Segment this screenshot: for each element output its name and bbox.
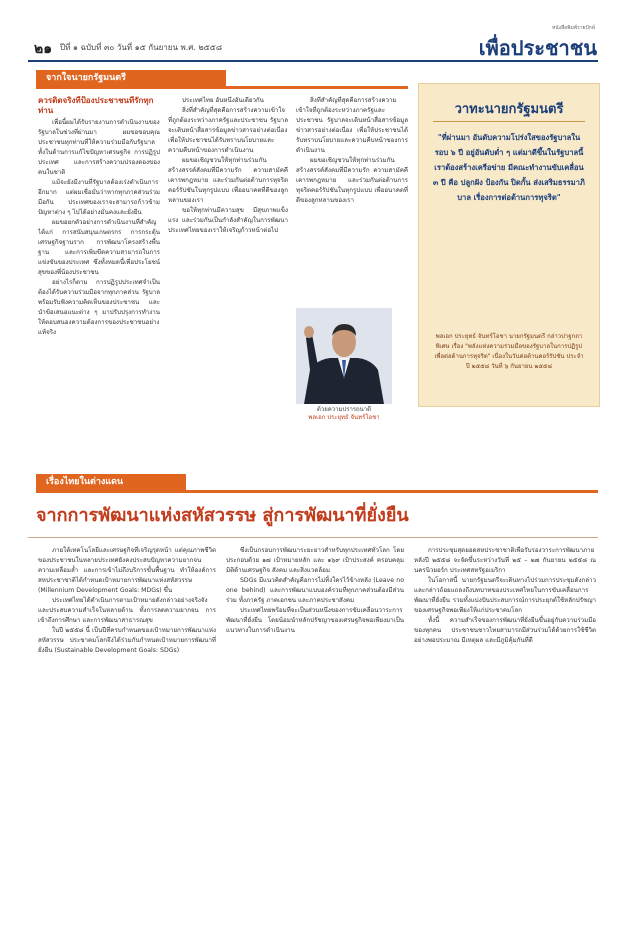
article-column-3 xyxy=(296,96,408,301)
article-column-2 xyxy=(226,546,404,896)
paragraph: ขอให้ทุกท่านมีความสุข มีสุขภาพแข็งแรง และร่วมกันเป็นกำลังสำคัญในการพัฒนาประเทศไทยของเราให้เจริญก้าวหน้าต่อไป xyxy=(168,207,288,234)
article-column-3 xyxy=(414,546,596,896)
paragraph: แม้จะยังมีงานที่รัฐบาลต้องเร่งดำเนินการอีกมาก แต่ผมเชื่อมั่นว่าหากทุกภาคส่วนร่วมมือกัน ประเทศของเราจะสามารถก้าวข้ามปัญหาต่าง ๆ ไปได้อย่างมั่นคงและยั่งยืน xyxy=(38,179,160,216)
article-column-1 xyxy=(38,546,216,896)
paragraph: การประชุมสุดยอดสหประชาชาติเพื่อรับรองวาระการพัฒนาภายหลังปี ๒๕๕๘ จะจัดขึ้นระหว่างวันที่ ๒๕ – ๒๗ กันยายน ๒๕๕๘ ณ นครนิวยอร์ก ประเทศสหรัฐอเมริกา xyxy=(414,547,596,574)
paragraph: ทั้งนี้ ความสำเร็จของการพัฒนาที่ยั่งยืนขึ้นอยู่กับความร่วมมือของทุกคน ประชาชนชาวไทยสามารถมีส่วนร่วมได้ด้วยการใช้ชีวิตอย่างพอประมาณ มีเหตุผล และมีภูมิคุ้มกันที่ดี xyxy=(414,617,596,644)
section-bar xyxy=(36,86,408,89)
page-number: ๒๑ xyxy=(34,41,53,57)
paragraph: ในโอกาสนี้ นายกรัฐมนตรีจะเดินทางไปร่วมการประชุมดังกล่าว และกล่าวถ้อยแถลงถึงบทบาทของประเทศไทยในการขับเคลื่อนการพัฒนาที่ยั่งยืน รวมทั้งแบ่งปันประสบการณ์การประยุกต์ใช้หลักปรัชญาของเศรษฐกิจพอเพียงให้แก่ประชาคมโลก xyxy=(414,577,596,614)
paragraph: ผมขอยกตัวอย่างการดำเนินงานที่สำคัญ ได้แก่ การสนับสนุนเกษตรกร การกระตุ้นเศรษฐกิจฐานราก การพัฒนาโครงสร้างพื้นฐาน และการเพิ่มขีดความสามารถในการแข่งขันของประเทศ ซึ่งทั้งหมดนี้เพื่อประโยชน์สุขของพี่น้องประชาชน xyxy=(38,219,160,276)
paragraph: สิ่งที่สำคัญที่สุดคือการสร้างความเข้าใจที่ถูกต้องระหว่างภาครัฐและประชาชน รัฐบาลจะเดินหน้าสื่อสารข้อมูลข่าวสารอย่างต่อเนื่อง เพื่อให้ประชาชนได้รับทราบนโยบายและความคืบหน้าของการดำเนินงาน xyxy=(296,97,408,154)
quote-title: วาทะนายกรัฐมนตรี xyxy=(454,102,564,117)
section-tab: เรื่องไทยในต่างแดน xyxy=(36,474,186,490)
article-column-2 xyxy=(168,96,288,478)
paragraph: ประเทศไทยพร้อมที่จะเป็นส่วนหนึ่งของการขับเคลื่อนวาระการพัฒนาที่ยั่งยืน โดยน้อมนำหลักปรัชญาของเศรษฐกิจพอเพียงมาเป็นแนวทางในการดำเนินงาน xyxy=(226,607,404,634)
paragraph: ผมขอเชิญชวนให้ทุกท่านร่วมกันสร้างสรรค์สังคมที่มีความรัก ความสามัคคี เคารพกฎหมาย และร่วมกันต่อต้านการทุจริตคอร์รัปชันในทุกรูปแบบ เพื่ออนาคตที่ดีของลูกหลานของเรา xyxy=(168,157,288,204)
paragraph: ผมขอเชิญชวนให้ทุกท่านร่วมกันสร้างสรรค์สังคมที่มีความรัก ความสามัคคี เคารพกฎหมาย และร่วมกันต่อต้านการทุจริตคอร์รัปชันในทุกรูปแบบ เพื่ออนาคตที่ดีของลูกหลานของเรา xyxy=(296,157,408,204)
paragraph: ซึ่งเป็นกรอบการพัฒนาระยะยาวสำหรับทุกประเทศทั่วโลก โดยประกอบด้วย ๑๗ เป้าหมายหลัก และ ๑๖๙ เป้าประสงค์ ครอบคลุมมิติด้านเศรษฐกิจ สังคม และสิ่งแวดล้อม xyxy=(226,547,404,574)
issue-line: ปีที่ ๑ ฉบับที่ ๓๐ วันที่ ๑๕ กันยายน พ.ศ. ๒๕๕๘ xyxy=(60,43,223,52)
caption-text: ด้วยความปรารถนาดี xyxy=(316,406,372,413)
paragraph: SDGs มีแนวคิดสำคัญคือการไม่ทิ้งใครไว้ข้างหลัง (Leave no one behind) และการพัฒนาแบบองค์รวมที่ทุกภาคส่วนต้องมีส่วนร่วม ทั้งภาครัฐ ภาคเอกชน และภาคประชาสังคม xyxy=(226,577,404,604)
paper-subtitle: หนังสือพิมพ์รายปักษ์ xyxy=(551,25,595,31)
paragraph: ประเทศไทยได้ดำเนินการตามเป้าหมายดังกล่าวอย่างจริงจัง และประสบความสำเร็จในหลายด้าน ทั้งการลดความยากจน การเข้าถึงการศึกษา และการพัฒนาสาธารณสุข xyxy=(38,597,216,624)
paragraph: ประเทศไทย อันหนึ่งอันเดียวกัน xyxy=(182,97,264,104)
paragraph: ภายใต้เทคโนโลยีและเศรษฐกิจที่เจริญรุดหน้า แต่คุณภาพชีวิตของประชาชนในหลายประเทศยังคงประสบปัญหาความยากจน ความเหลื่อมล้ำ และการเข้าไม่ถึงบริการขั้นพื้นฐาน ทำให้องค์การสหประชาชาติได้กำหนดเป้าหมายการพัฒนาแห่งสหัสวรรษ (Millennium Development Goals: MDGs) ขึ้น xyxy=(38,547,216,594)
photo-caption xyxy=(296,406,392,422)
pm-photo xyxy=(296,308,392,404)
quote-text: "ที่ผ่านมา อันดับความโปร่งใสของรัฐบาลในรอบ ๖ ปี อยู่อันดับต่ำ ๆ แต่มาดีขึ้นในรัฐบาลนี้ เราต้องสร้างเครือข่าย มีคณะทำงานขับเคลื่อน ๓ ปี คือ ปลูกฝัง ป้องกัน ปิดกั้น ส่งเสริมธรรมาภิบาล เรื่องการต่อต้านการทุจริต" xyxy=(433,133,585,202)
paragraph: สิ่งที่สำคัญที่สุดคือการสร้างความเข้าใจที่ถูกต้องระหว่างภาครัฐและประชาชน รัฐบาลจะเดินหน้าสื่อสารข้อมูลข่าวสารอย่างต่อเนื่อง เพื่อให้ประชาชนได้รับทราบนโยบายและความคืบหน้าของการดำเนินงาน xyxy=(168,107,288,154)
section-tab: จากใจนายกรัฐมนตรี xyxy=(36,70,226,86)
paper-name: เพื่อประชาชน xyxy=(478,36,597,60)
column-heading: ควรติดจริงที่ป้องประชาชนที่รักทุกท่าน xyxy=(38,96,154,115)
paragraph: อย่างไรก็ตาม การปฏิรูปประเทศจำเป็นต้องได้รับความร่วมมือจากทุกภาคส่วน รัฐบาลพร้อมรับฟังความคิดเห็นของประชาชน และนำข้อเสนอแนะต่าง ๆ มาปรับปรุงการทำงานให้ตอบสนองความต้องการของประชาชนอย่างแท้จริง xyxy=(38,279,160,336)
page-header xyxy=(0,0,625,60)
quote-credit: พลเอก ประยุทธ์ จันทร์โอชา นายกรัฐมนตรี กล่าวปาฐกถาพิเศษ เรื่อง "พลังแห่งความร่วมมือของรัฐบาลในการปฏิรูปเพื่อต่อต้านการทุจริต" เนื่องในวันต่อต้านคอร์รัปชัน ประจำปี ๒๕๕๘ วันที่ ๖ กันยายน ๒๕๕๘ xyxy=(434,333,584,370)
quote-box xyxy=(418,83,600,407)
article-column-1 xyxy=(38,96,160,478)
article-title: จากการพัฒนาแห่งสหัสวรรษ สู่การพัฒนาที่ยั่งยืน xyxy=(36,505,409,526)
portrait-illustration xyxy=(296,308,392,404)
paragraph: เพื่อนี้ผมได้รับรายงานการดำเนินงานของรัฐบาลในช่วงที่ผ่านมา ผมขอขอบคุณประชาชนทุกท่านที่ให้ความร่วมมือกับรัฐบาล ทั้งในด้านการแก้ไขปัญหาเศรษฐกิจ การปฏิรูปประเทศ และการสร้างความปรองดองของคนในชาติ xyxy=(38,119,160,176)
title-rule xyxy=(28,537,598,538)
quote-divider xyxy=(433,121,585,122)
caption-name: พลเอก ประยุทธ์ จันทร์โอชา xyxy=(308,414,380,421)
section-bar xyxy=(36,490,598,493)
header-rule xyxy=(28,60,598,62)
paragraph: ในปี ๒๕๕๘ นี้ เป็นปีที่ครบกำหนดของเป้าหมายการพัฒนาแห่งสหัสวรรษ ประชาคมโลกจึงได้ร่วมกันกำหนดเป้าหมายการพัฒนาที่ยั่งยืน (Sustainable Development Goals: SDGs) xyxy=(38,627,216,654)
